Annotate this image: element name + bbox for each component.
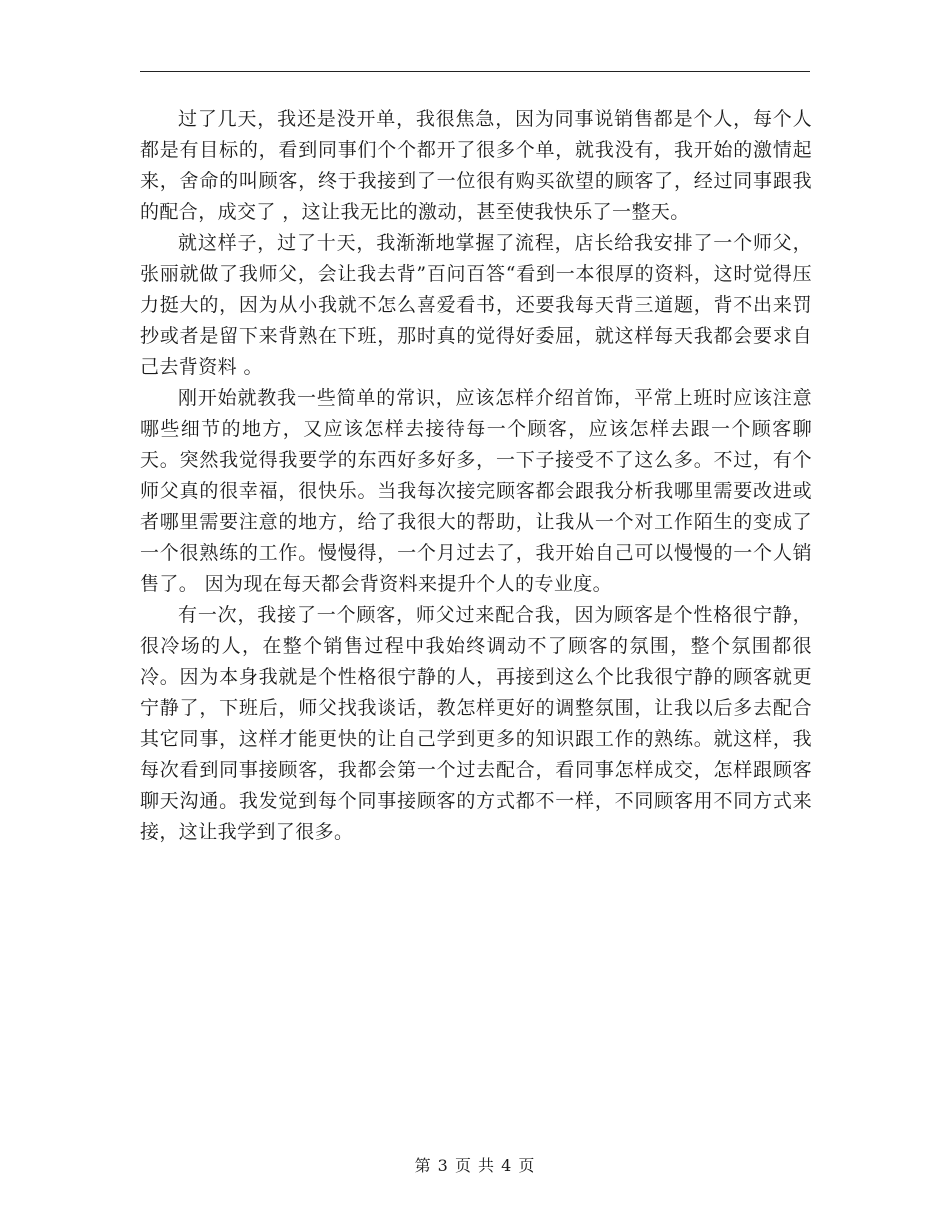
paragraph-2: 就这样子，过了十天，我渐渐地掌握了流程，店长给我安排了一个师父，张丽就做了我师父，会让我去背”百问百答“看到一本很厚的资料，这时觉得压力挺大的，因为从小我就不怎么喜爱看书，还要我每天背三道题，背不出来罚抄或者是留下来背熟在下班，那时真的觉得好委屈，就这样每天我都会要求自己去背资料 。: [140, 232, 812, 378]
paragraph-1: 过了几天，我还是没开单，我很焦急，因为同事说销售都是个人，每个人都是有目标的，看到同事们个个都开了很多个单，就我没有，我开始的激情起来，舍命的叫顾客，终于我接到了一位很有购买欲望的顾客了，经过同事跟我的配合，成交了 ，这让我无比的激动，甚至使我快乐了一整天。: [140, 108, 812, 223]
document-body: [140, 104, 812, 848]
paragraph-4: 有一次，我接了一个顾客，师父过来配合我，因为顾客是个性格很宁静，很冷场的人，在整个销售过程中我始终调动不了顾客的氛围，整个氛围都很冷。因为本身我就是个性格很宁静的人，再接到这么个比我很宁静的顾客就更宁静了，下班后，师父找我谈话，教怎样更好的调整氛围，让我以后多去配合其它同事，这样才能更快的让自己学到更多的知识跟工作的熟练。就这样，我每次看到同事接顾客，我都会第一个过去配合，看同事怎样成交，怎样跟顾客聊天沟通。我发觉到每个同事接顾客的方式都不一样，不同顾客用不同方式来接，这让我学到了很多。: [140, 604, 812, 843]
page-number: 第 3 页 共 4 页: [414, 1156, 536, 1175]
header-rule: [140, 71, 810, 72]
paragraph-3: 刚开始就教我一些简单的常识，应该怎样介绍首饰，平常上班时应该注意哪些细节的地方，又应该怎样去接待每一个顾客，应该怎样去跟一个顾客聊天。突然我觉得我要学的东西好多好多，一下子接受不了这么多。不过，有个师父真的很幸福，很快乐。当我每次接完顾客都会跟我分析我哪里需要改进或者哪里需要注意的地方，给了我很大的帮助，让我从一个对工作陌生的变成了一个很熟练的工作。慢慢得，一个月过去了，我开始自己可以慢慢的一个人销售了。 因为现在每天都会背资料来提升个人的专业度。: [140, 387, 812, 595]
